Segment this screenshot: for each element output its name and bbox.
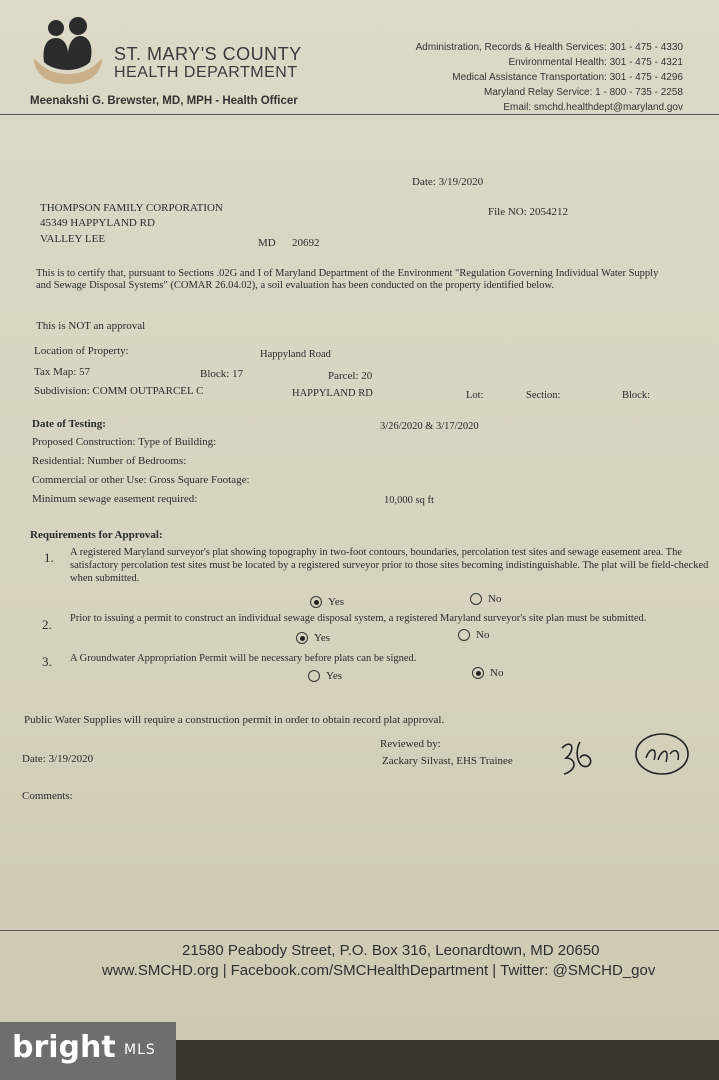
header-divider [0,114,719,115]
certification-paragraph: This is to certify that, pursuant to Sections .02G and I of Maryland Department of the Environment "Regulation Governing Individual Water Supply and Sewage Disposal Systems" (COMAR 26.04.02), a soil evaluation has been conducted on the property identified below. [36,268,659,291]
radio-checked-icon [472,667,484,679]
option-label: Yes [326,670,343,682]
street: HAPPYLAND RD [292,388,373,399]
req1-no-option [470,593,501,605]
contact-line: Medical Assistance Transportation: 301 - 475 - 4296 [452,72,683,83]
lot-label: Lot: [466,390,484,401]
radio-empty-icon [308,670,320,682]
option-label: No [476,629,490,641]
req1-yes-option [310,596,344,608]
proposed-construction: Proposed Construction: Type of Building: [32,436,217,448]
contact-line: Environmental Health: 301 - 475 - 4321 [508,57,683,68]
org-name-line1: ST. MARY'S COUNTY [114,44,302,64]
location-label: Location of Property: [34,345,129,357]
req-number: 2. [42,617,52,632]
req-number: 3. [42,654,52,669]
closing-date: Date: 3/19/2020 [22,753,94,765]
subdivision: Subdivision: COMM OUTPARCEL C [34,385,204,397]
footer-website-link[interactable]: www.SMCHD.org [102,962,219,979]
contact-line: Administration, Records & Health Services: 301 - 475 - 4330 [415,42,683,53]
tax-map: Tax Map: 57 [34,366,91,378]
easement-value: 10,000 sq ft [384,495,434,506]
footer-address: 21580 Peabody Street, P.O. Box 316, Leonardtown, MD 20650 [182,942,600,959]
addressee-line: VALLEY LEE [40,233,106,245]
watermark-brand: bright [12,1030,116,1065]
req-number: 1. [44,550,54,565]
watermark-suffix: MLS [124,1042,156,1058]
block-label: Block: [622,390,650,401]
radio-empty-icon [458,629,470,641]
requirements-heading: Requirements for Approval: [30,529,163,541]
addressee-line: THOMPSON FAMILY CORPORATION [40,202,223,214]
not-approval-notice: This is NOT an approval [36,320,146,332]
section-label: Section: [526,390,561,401]
addressee-state: MD [258,237,276,249]
location-value: Happyland Road [260,349,331,360]
footer-links [102,962,655,979]
footer-divider [0,930,719,931]
req-text: A Groundwater Appropriation Permit will be necessary before plats can be signed. [70,653,417,664]
req3-yes-option [308,670,342,682]
easement-label: Minimum sewage easement required: [32,493,198,505]
public-water-notice: Public Water Supplies will require a construction permit in order to obtain record plat approval. [24,714,445,726]
parcel: Parcel: 20 [328,370,373,382]
option-label: No [490,667,504,679]
letter-date: Date: 3/19/2020 [412,176,484,188]
health-officer: Meenakshi G. Brewster, MD, MPH - Health Officer [30,95,298,107]
residential-bedrooms: Residential: Number of Bedrooms: [32,455,187,467]
radio-checked-icon [296,632,308,644]
reviewer-name: Zackary Silvast, EHS Trainee [382,755,513,767]
req-text: Prior to issuing a permit to construct an individual sewage disposal system, a registered Maryland surveyor's site plan must be submitted. [70,613,647,624]
comments-label: Comments: [22,790,73,802]
contact-block [416,40,683,115]
reviewed-by-label: Reviewed by: [380,738,441,750]
health-department-logo-icon [28,14,108,88]
footer-facebook-link[interactable]: Facebook.com/SMCHealthDepartment [230,962,489,979]
option-label: No [488,593,502,605]
testing-date-value: 3/26/2020 & 3/17/2020 [380,421,479,432]
req2-yes-option [296,632,330,644]
req3-no-option [472,667,503,679]
req2-no-option [458,629,489,641]
contact-line: Email: smchd.healthdept@maryland.gov [503,102,683,113]
option-label: Yes [314,632,331,644]
testing-date-label: Date of Testing: [32,418,106,430]
signature-initials-icon [554,730,704,790]
file-number: File NO: 2054212 [488,206,569,218]
org-name-line2: HEALTH DEPARTMENT [114,64,298,81]
addressee-line: 45349 HAPPYLAND RD [40,217,155,229]
footer-separator: | [492,962,497,979]
commercial-footage: Commercial or other Use: Gross Square Footage: [32,474,250,486]
footer-twitter-link[interactable]: Twitter: @SMCHD_gov [500,962,656,979]
option-label: Yes [328,596,345,608]
footer-separator: | [222,962,227,979]
addressee-zip: 20692 [292,237,320,249]
radio-empty-icon [470,593,482,605]
contact-line: Maryland Relay Service: 1 - 800 - 735 - 2258 [484,87,683,98]
req-text: A registered Maryland surveyor's plat showing topography in two-foot contours, boundaries, percolation test sites and sewage easement area. The satisfactory percolation test sites must be located by a registered surveyor prior to those sites becoming indistinguishable. The plat will be field-checked when submitted. [70,547,709,584]
radio-checked-icon [310,596,322,608]
block: Block: 17 [200,368,244,380]
